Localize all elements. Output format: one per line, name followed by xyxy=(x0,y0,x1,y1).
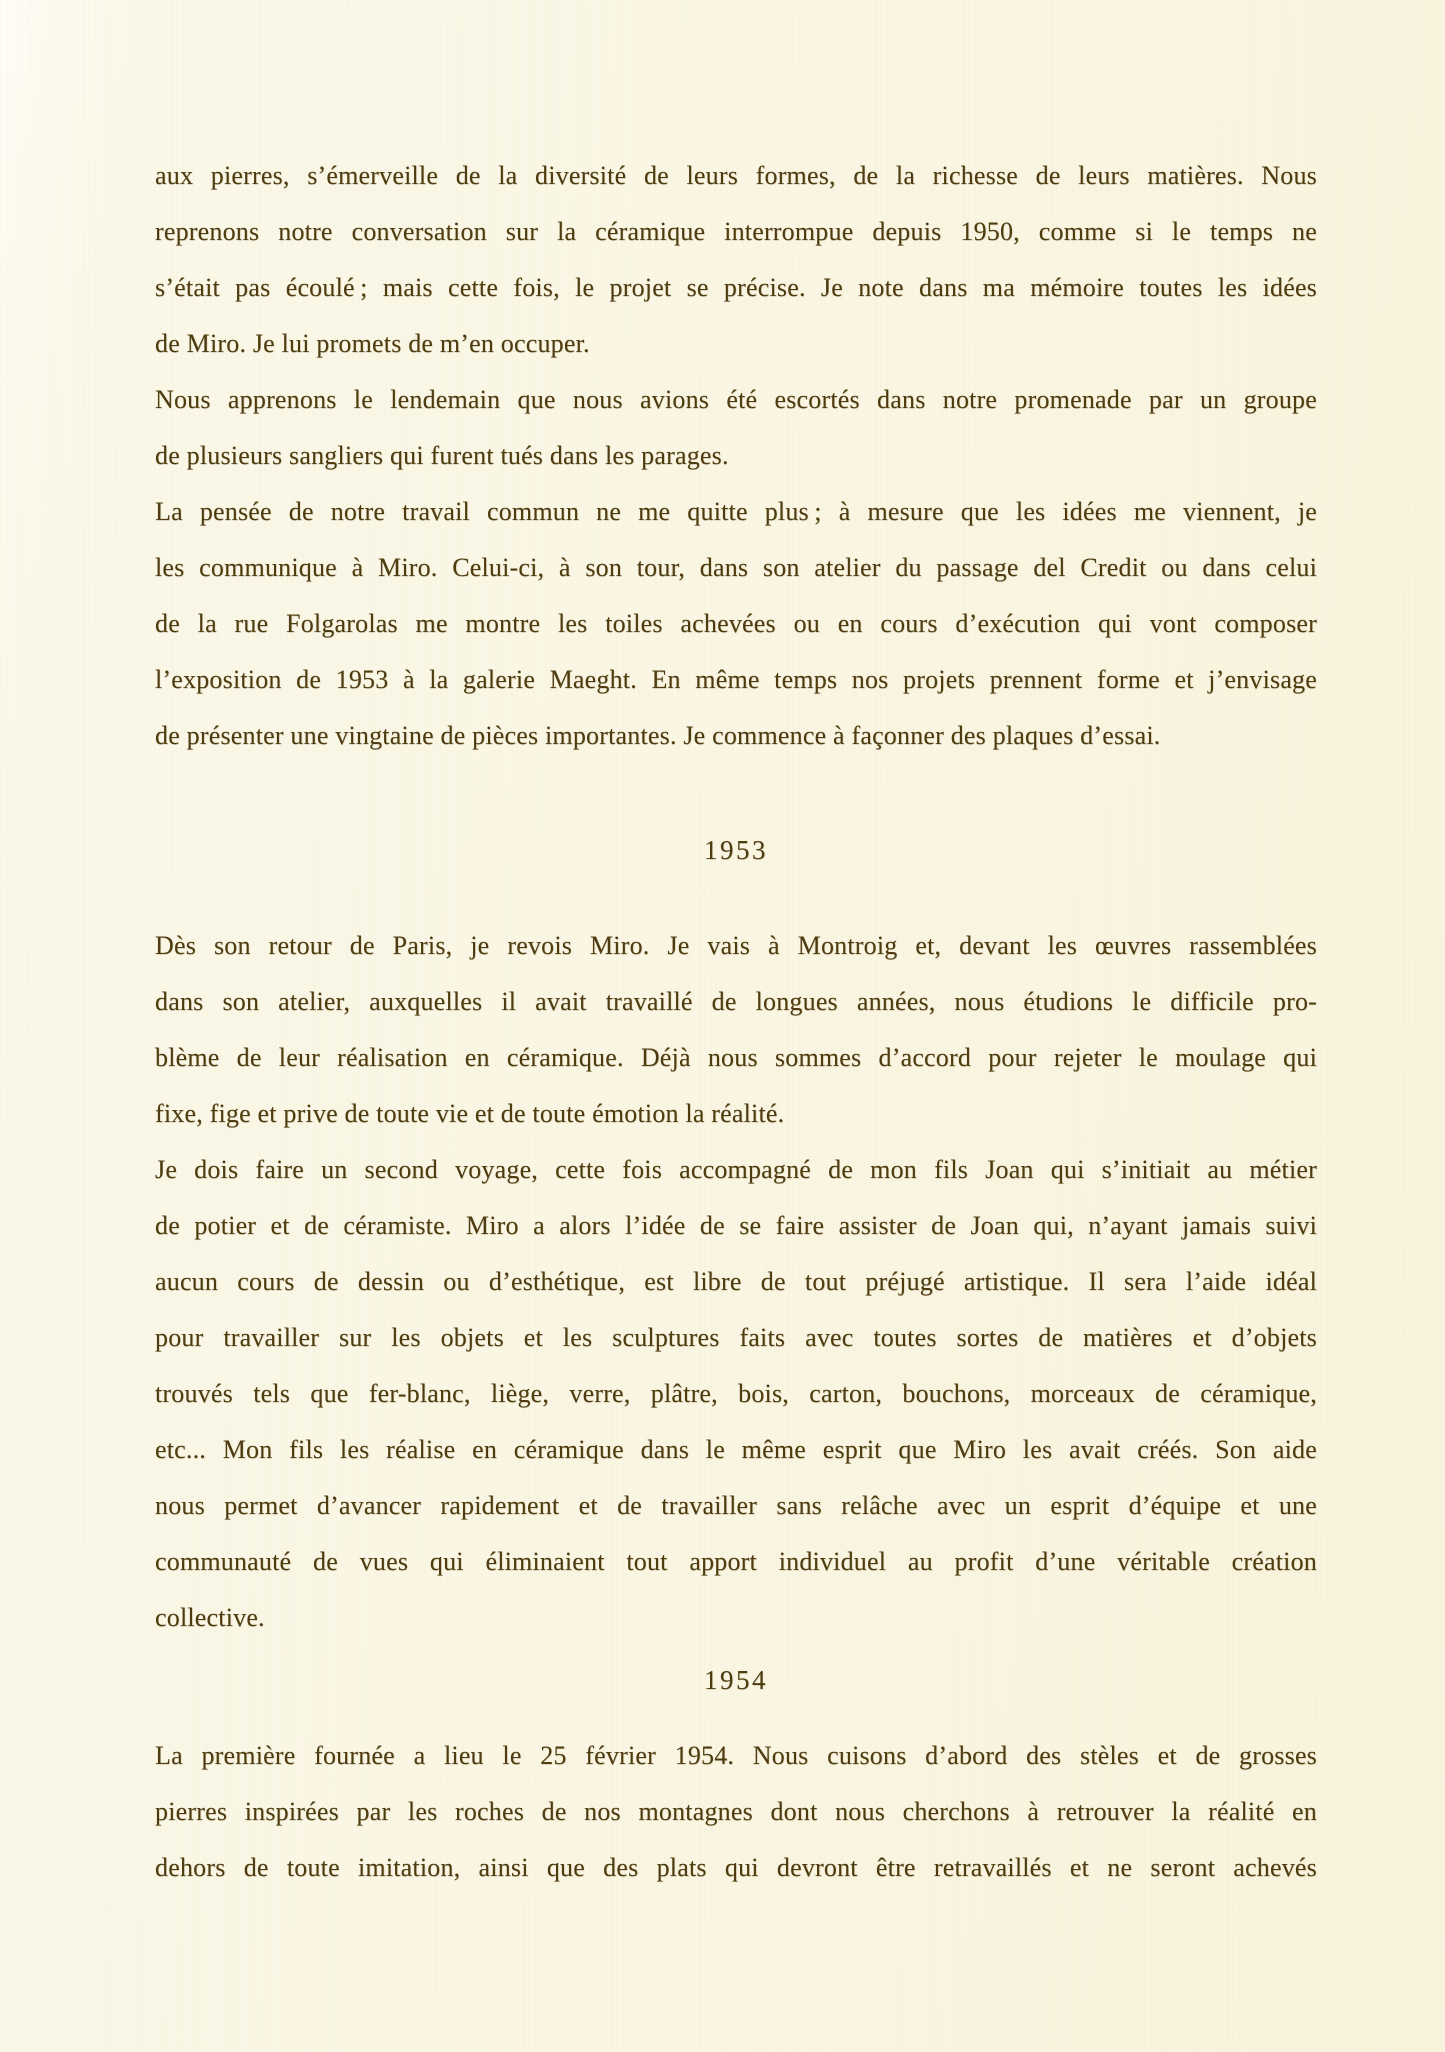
text-line: de présenter une vingtaine de pièces importantes. Je commence à façonner des plaques d’essai. xyxy=(155,721,1161,750)
text-line: dehors de toute imitation, ainsi que des plats qui devront être retravaillés et ne seront achevés xyxy=(155,1853,1317,1882)
text-line: de potier et de céramiste. Miro a alors l’idée de se faire assister de Joan qui, n’ayant jamais suivi xyxy=(155,1211,1317,1240)
text-line: Je dois faire un second voyage, cette fois accompagné de mon fils Joan qui s’initiait au métier xyxy=(155,1155,1317,1184)
text-line: pour travailler sur les objets et les sculptures faits avec toutes sortes de matières et d’objets xyxy=(155,1323,1317,1352)
text-line: de la rue Folgarolas me montre les toiles achevées ou en cours d’exécution qui vont composer xyxy=(155,609,1317,638)
section-year-heading: 1954 xyxy=(704,1665,768,1695)
text-line: les communique à Miro. Celui-ci, à son tour, dans son atelier du passage del Credit ou dans celui xyxy=(155,553,1317,582)
text-line: aux pierres, s’émerveille de la diversité de leurs formes, de la richesse de leurs matières. Nous xyxy=(155,161,1317,190)
section-year-heading: 1953 xyxy=(704,835,768,865)
text-line: trouvés tels que fer-blanc, liège, verre, plâtre, bois, carton, bouchons, morceaux de céramique, xyxy=(155,1379,1317,1408)
text-line: La pensée de notre travail commun ne me quitte plus ; à mesure que les idées me viennent, je xyxy=(155,497,1317,526)
text-line: de Miro. Je lui promets de m’en occuper. xyxy=(155,329,590,358)
text-line: blème de leur réalisation en céramique. Déjà nous sommes d’accord pour rejeter le moulage qui xyxy=(155,1043,1317,1072)
paragraph xyxy=(155,1142,1317,1646)
text-line: aucun cours de dessin ou d’esthétique, est libre de tout préjugé artistique. Il sera l’aide idéal xyxy=(155,1267,1317,1296)
paragraph xyxy=(155,1728,1317,1896)
text-line: pierres inspirées par les roches de nos montagnes dont nous cherchons à retrouver la réalité en xyxy=(155,1797,1317,1826)
text-line: reprenons notre conversation sur la céramique interrompue depuis 1950, comme si le temps ne xyxy=(155,217,1317,246)
text-line: La première fournée a lieu le 25 février 1954. Nous cuisons d’abord des stèles et de grosses xyxy=(155,1741,1317,1770)
text-line: etc... Mon fils les réalise en céramique dans le même esprit que Miro les avait créés. Son aide xyxy=(155,1435,1317,1464)
text-line: l’exposition de 1953 à la galerie Maeght. En même temps nos projets prennent forme et j’envisage xyxy=(155,665,1317,694)
text-line: Nous apprenons le lendemain que nous avions été escortés dans notre promenade par un groupe xyxy=(155,385,1317,414)
text-line: de plusieurs sangliers qui furent tués dans les parages. xyxy=(155,441,729,470)
paragraph xyxy=(155,918,1317,1142)
text-line: nous permet d’avancer rapidement et de travailler sans relâche avec un esprit d’équipe et une xyxy=(155,1491,1317,1520)
text-line: s’était pas écoulé ; mais cette fois, le projet se précise. Je note dans ma mémoire toutes les idées xyxy=(155,273,1317,302)
text-line: fixe, fige et prive de toute vie et de toute émotion la réalité. xyxy=(155,1099,785,1128)
text-line: collective. xyxy=(155,1603,265,1632)
paragraph xyxy=(155,372,1317,484)
text-line: dans son atelier, auxquelles il avait travaillé de longues années, nous étudions le difficile pro- xyxy=(155,987,1317,1016)
text-line: Dès son retour de Paris, je revois Miro. Je vais à Montroig et, devant les œuvres rassemblées xyxy=(155,931,1317,960)
paragraph xyxy=(155,484,1317,764)
paragraph xyxy=(155,148,1317,372)
text-line: communauté de vues qui éliminaient tout apport individuel au profit d’une véritable création xyxy=(155,1547,1317,1576)
